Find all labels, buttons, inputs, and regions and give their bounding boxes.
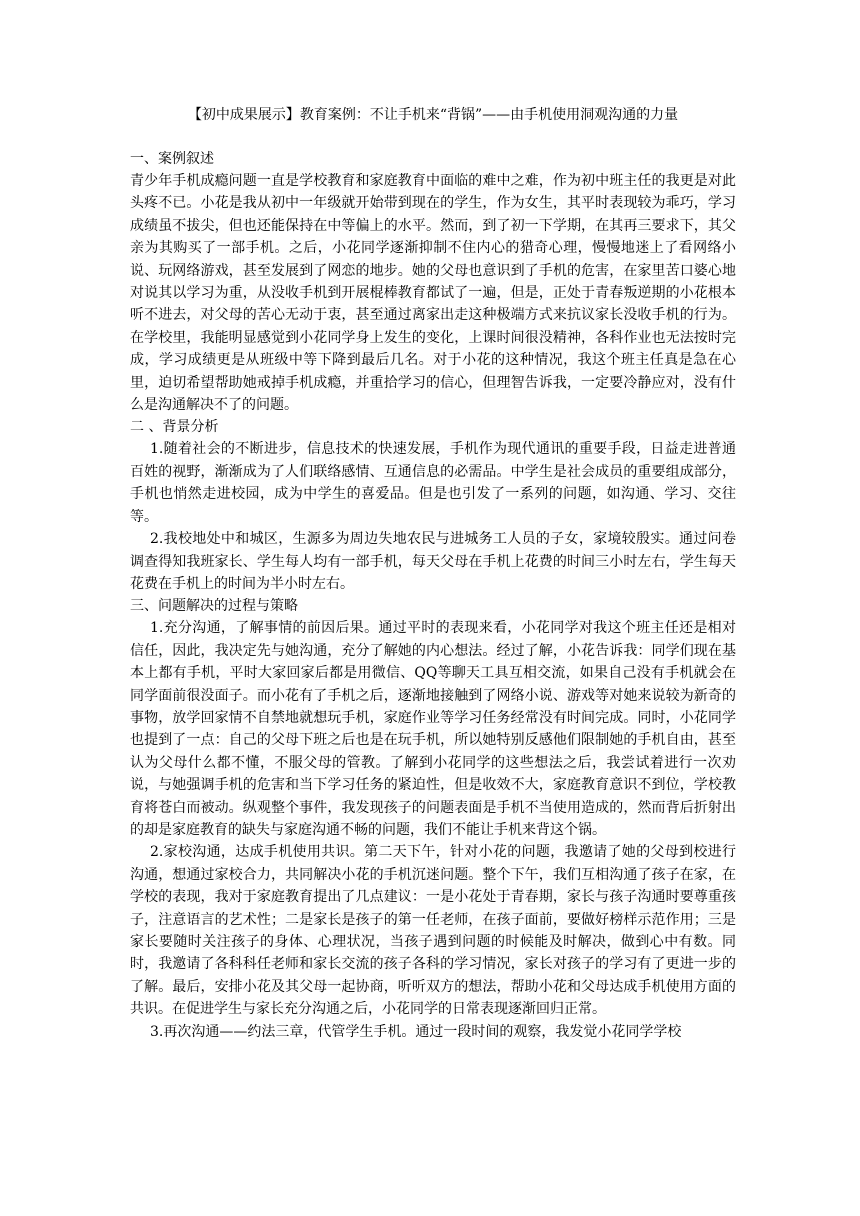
paragraph: 3.再次沟通——约法三章，代管学生手机。通过一段时间的观察，我发觉小花同学学校 bbox=[150, 1023, 682, 1040]
paragraph: 2.家校沟通，达成手机使用共识。第二天下午，针对小花的问题，我邀请了她的父母到校进行沟通，想通过家校合力，共同解决小花的手机沉迷问题。整个下午，我们互相沟通了孩子在家，在学校的表现，我对于家庭教育提出了几点建议：一是小花处于青春期，家长与孩子沟通时要尊重孩子，注意语言的艺术性；二是家长是孩子的第一任老师，在孩子面前，要做好榜样示范作用；三是家长要随时关注孩子的身体、心理状况，当孩子遇到问题的时候能及时解决，做到心中有数。同时，我邀请了各科科任老师和家长交流的孩子各科的学习情况，家长对孩子的学习有了更进一步的了解。最后，安排小花及其父母一起协商，听听双方的想法，帮助小花和父母达成手机使用方面的共识。在促进学生与家长充分沟通之后，小花同学的日常表现逐渐回归正常。 bbox=[130, 844, 736, 1018]
document-page bbox=[130, 104, 736, 1043]
section-solution-process bbox=[130, 595, 736, 1043]
section-heading: 二 、背景分析 bbox=[130, 419, 219, 436]
section-case-narrative bbox=[130, 148, 736, 416]
paragraph: 1.充分沟通，了解事情的前因后果。通过平时的表现来看，小花同学对我这个班主任还是相对信任，因此，我决定先与她沟通，充分了解她的内心想法。经过了解，小花告诉我：同学们现在基本上都有手机，平时大家回家后都是用微信、QQ等聊天工具互相交流，如果自己没有手机就会在同学面前很没面子。而小花有了手机之后，逐渐地接触到了网络小说、游戏等对她来说较为新奇的事物，放学回家情不自禁地就想玩手机，家庭作业等学习任务经常没有时间完成。同时，小花同学也提到了一点：自己的父母下班之后也是在玩手机，所以她特别反感他们限制她的手机自由，甚至认为父母什么都不懂，不服父母的管教。了解到小花同学的这些想法之后，我尝试着进行一次劝说，与她强调手机的危害和当下学习任务的紧迫性，但是收效不大，家庭教育意识不到位，学校教育将苍白而被动。纵观整个事件，我发现孩子的问题表面是手机不当使用造成的，然而背后折射出的却是家庭教育的缺失与家庭沟通不畅的问题，我们不能让手机来背这个锅。 bbox=[130, 620, 736, 838]
document-title: 【初中成果展示】教育案例：不让手机来“背锅”——由手机使用洞观沟通的力量 bbox=[187, 107, 679, 123]
section-heading: 一、案例叙述 bbox=[130, 151, 214, 167]
paragraph: 1.随着社会的不断进步，信息技术的快速发展，手机作为现代通讯的重要手段，日益走进普通百姓的视野，渐渐成为了人们联络感情、互通信息的必需品。中学生是社会成员的重要组成部分，手机也悄然走进校园，成为中学生的喜爱品。但是也引发了一系列的问题，如沟通、学习、交往等。 bbox=[130, 441, 736, 525]
section-background-analysis bbox=[130, 416, 736, 595]
paragraph: 2.我校地处中和城区，生源多为周边失地农民与进城务工人员的子女，家境较殷实。通过问卷调查得知我班家长、学生每人均有一部手机，每天父母在手机上花费的时间三小时左右，学生每天花费在手机上的时间为半小时左右。 bbox=[130, 531, 736, 592]
section-heading: 三、问题解决的过程与策略 bbox=[130, 598, 298, 615]
paragraph: 青少年手机成瘾问题一直是学校教育和家庭教育中面临的难中之难，作为初中班主任的我更是对此头疼不已。小花是我从初中一年级就开始带到现在的学生，作为女生，其平时表现较为乖巧，学习成绩虽不拔尖，但也还能保持在中等偏上的水平。然而，到了初一下学期，在其再三要求下，其父亲为其购买了一部手机。之后，小花同学逐渐抑制不住内心的猎奇心理，慢慢地迷上了看网络小说、玩网络游戏，甚至发展到了网恋的地步。她的父母也意识到了手机的危害，在家里苦口婆心地对说其以学习为重，从没收手机到开展棍棒教育都试了一遍，但是，正处于青春叛逆期的小花根本听不进去，对父母的苦心无动于衷，甚至通过离家出走这种极端方式来抗议家长没收手机的行为。在学校里，我能明显感觉到小花同学身上发生的变化，上课时间很没精神，各科作业也无法按时完成，学习成绩更是从班级中等下降到最后几名。对于小花的这种情况，我这个班主任真是急在心里，迫切希望帮助她戒掉手机成瘾，并重拾学习的信心，但理智告诉我，一定要冷静应对，没有什么是沟通解决不了的问题。 bbox=[130, 173, 736, 414]
title-spacer bbox=[130, 126, 736, 148]
